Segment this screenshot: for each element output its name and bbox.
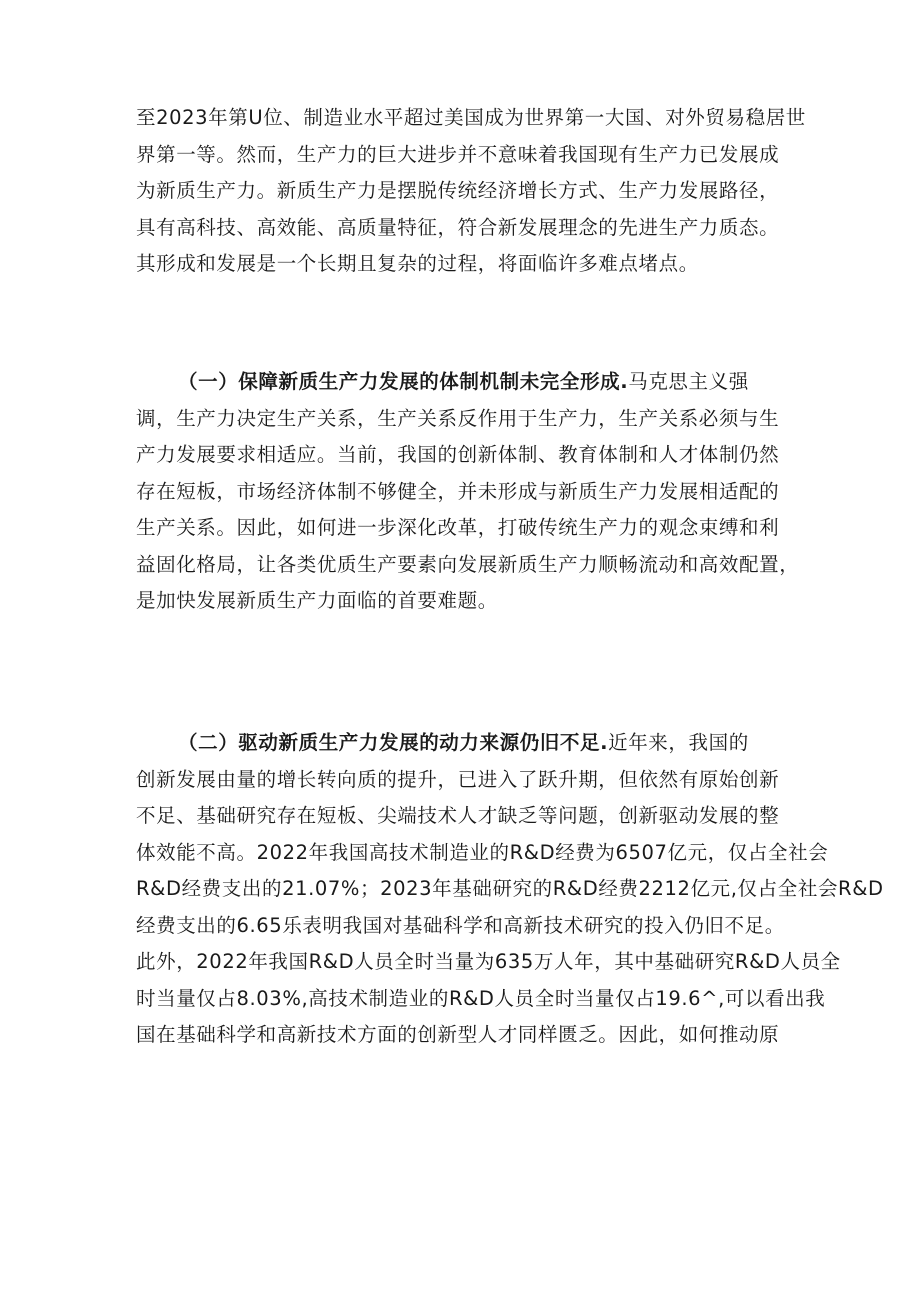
text-line: R&D经费支出的21.07%；2023年基础研究的R&D经费2212亿元,仅占全社会R&D <box>136 877 884 900</box>
text-line: 至2023年第U位、制造业水平超过美国成为世界第一大国、对外贸易稳居世 <box>136 106 806 129</box>
text-line: 此外，2022年我国R&D人员全时当量为635万人年，其中基础研究R&D人员全 <box>136 950 841 973</box>
section-heading: （二）驱动新质生产力发展的动力来源仍旧不足. <box>178 731 609 754</box>
text-line: 存在短板，市场经济体制不够健全，并未形成与新质生产力发展相适配的 <box>136 479 780 503</box>
paragraph-intro <box>136 100 806 283</box>
text-line: 时当量仅占8.03%,高技术制造业的R&D人员全时当量仅占19.6^,可以看出我 <box>136 986 826 1010</box>
text-line: 为新质生产力。新质生产力是摆脱传统经济增长方式、生产力发展路径， <box>136 179 780 202</box>
text-line: 国在基础科学和高新技术方面的创新型人才同样匮乏。因此，如何推动原 <box>136 1023 780 1046</box>
text-line: 其形成和发展是一个长期且复杂的过程，将面临许多难点堵点。 <box>136 252 699 275</box>
text-line: 不足、基础研究存在短板、尖端技术人才缺乏等问题，创新驱动发展的整 <box>136 804 780 827</box>
section-heading: （一）保障新质生产力发展的体制机制未完全形成. <box>178 370 629 393</box>
text-line: 经费支出的6.65乐表明我国对基础科学和高新技术研究的投入仍旧不足。 <box>136 913 785 937</box>
text-run: 马克思主义强 <box>628 370 749 393</box>
paragraph-section-two <box>136 725 884 1054</box>
text-line: 调，生产力决定生产关系，生产关系反作用于生产力，生产关系必须与生 <box>136 406 780 430</box>
text-line: 创新发展由量的增长转向质的提升，已进入了跃升期，但依然有原始创新 <box>136 767 780 791</box>
text-line: 具有高科技、高效能、高质量特征，符合新发展理念的先进生产力质态。 <box>136 215 780 239</box>
text-run: 近年来，我国的 <box>608 731 749 754</box>
text-line: 产力发展要求相适应。当前，我国的创新体制、教育体制和人才体制仍然 <box>136 443 780 466</box>
text-line: 生产关系。因此，如何进一步深化改革，打破传统生产力的观念束缚和利 <box>136 516 780 539</box>
paragraph-section-one <box>136 364 800 620</box>
text-line: 益固化格局，让各类优质生产要素向发展新质生产力顺畅流动和高效配置， <box>136 552 800 576</box>
text-line: 是加快发展新质生产力面临的首要难题。 <box>136 589 498 612</box>
text-line: 界第一等。然而，生产力的巨大进步并不意味着我国现有生产力已发展成 <box>136 142 780 166</box>
text-line <box>136 725 796 762</box>
text-line: 体效能不高。2022年我国高技术制造业的R&D经费为6507亿元，仅占全社会 <box>136 840 829 864</box>
text-line <box>136 364 796 401</box>
